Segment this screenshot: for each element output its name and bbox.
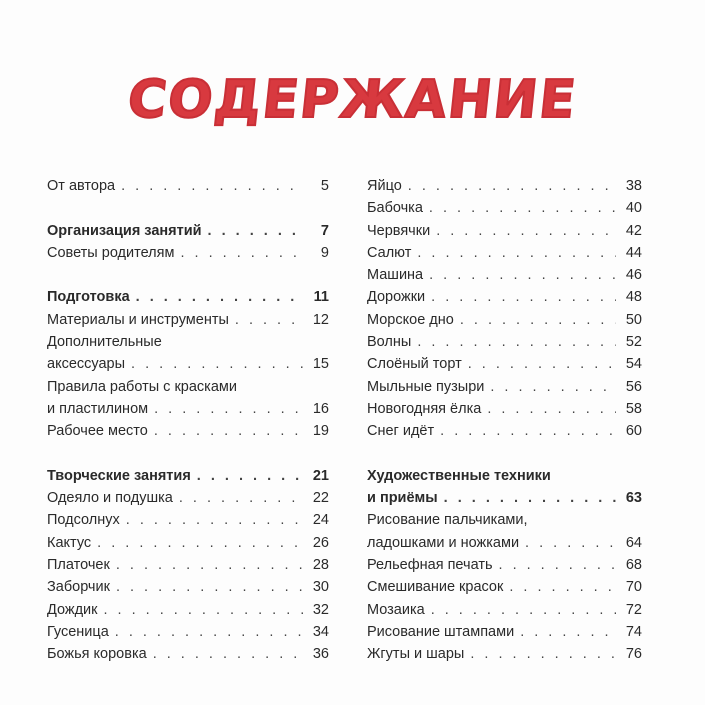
toc-line: [367, 621, 642, 643]
toc-line: [47, 643, 329, 665]
dot-leader: [131, 353, 303, 375]
toc-entry-title: Морское дно: [367, 311, 454, 328]
toc-entry: [367, 509, 642, 554]
toc-line: [47, 286, 329, 308]
toc-entry: [367, 264, 642, 286]
dot-leader: [431, 599, 616, 621]
toc-page-number: 54: [625, 356, 642, 373]
section-gap: [367, 443, 642, 465]
toc-section-entry: [47, 286, 329, 308]
toc-entry-title: Дополнительные: [47, 334, 162, 351]
dot-leader: [509, 576, 616, 598]
toc-page-number: 60: [625, 423, 642, 440]
toc-line: [367, 532, 642, 554]
toc-line: [367, 487, 642, 509]
toc-entry-title: Правила работы с красками: [47, 378, 237, 395]
toc-line: [47, 554, 329, 576]
toc-line: [47, 621, 329, 643]
dot-leader: [429, 264, 616, 286]
toc-entry-title: аксессуары: [47, 356, 126, 373]
toc-entry-title: Мозаика: [367, 601, 425, 618]
toc-section-entry: [47, 220, 329, 242]
dot-leader: [429, 197, 616, 219]
toc-entry: [367, 220, 642, 242]
toc-line: [47, 242, 329, 264]
toc-entry: [367, 621, 642, 643]
page-title: СОДЕРЖАНИЕ: [124, 70, 581, 130]
toc-page-number: 26: [312, 534, 329, 551]
toc-line: [367, 331, 642, 353]
toc-entry: [367, 420, 642, 442]
dot-leader: [490, 376, 616, 398]
toc-entry: [47, 420, 329, 442]
toc-entry-title: Гусеница: [47, 623, 109, 640]
dot-leader: [235, 309, 303, 331]
toc-page-number: 19: [312, 423, 329, 440]
toc-entry: [47, 487, 329, 509]
dot-leader: [154, 420, 303, 442]
toc-page-number: 7: [320, 222, 329, 239]
toc-page-number: 16: [312, 400, 329, 417]
toc-line: [367, 643, 642, 665]
dot-leader: [197, 465, 303, 487]
toc-entry-title: Кактус: [47, 534, 92, 551]
toc-line: [47, 532, 329, 554]
toc-page-number: 64: [625, 534, 642, 551]
dot-leader: [487, 398, 616, 420]
toc-entry: [47, 509, 329, 531]
toc-entry-title: Платочек: [47, 557, 110, 574]
dot-leader: [408, 175, 616, 197]
toc-line: [47, 465, 329, 487]
toc-page-number: 63: [625, 490, 642, 507]
toc-page-number: 24: [312, 512, 329, 529]
toc-page-number: 52: [625, 334, 642, 351]
toc-line: [367, 420, 642, 442]
toc-entry: [47, 599, 329, 621]
toc-page-number: 32: [312, 601, 329, 618]
toc-page-number: 70: [625, 579, 642, 596]
section-gap: [47, 197, 329, 219]
toc-line: [367, 554, 642, 576]
toc-line: [47, 487, 329, 509]
dot-leader: [417, 331, 616, 353]
toc-line: [367, 599, 642, 621]
toc-entry-title: Бабочка: [367, 200, 423, 217]
toc-line: [47, 599, 329, 621]
section-gap: [47, 264, 329, 286]
toc-line: [47, 420, 329, 442]
toc-line: [47, 309, 329, 331]
toc-entry: [367, 286, 642, 308]
toc-entry-title: Яйцо: [367, 178, 402, 194]
toc-page-number: 42: [625, 222, 642, 239]
dot-leader: [525, 532, 616, 554]
toc-line: [367, 197, 642, 219]
toc-entry: [367, 331, 642, 353]
dot-leader: [121, 175, 303, 197]
toc-entry-title: Божья коровка: [47, 646, 147, 663]
dot-leader: [97, 532, 303, 554]
toc-entry-title: ладошками и ножками: [367, 534, 520, 551]
toc-entry: [47, 643, 329, 665]
toc-line: [367, 576, 642, 598]
toc-entry: [47, 532, 329, 554]
toc-line: [47, 509, 329, 531]
toc-entry-title: Салют: [367, 244, 412, 261]
toc-section-entry: [47, 465, 329, 487]
toc-page-number: 11: [313, 289, 329, 306]
toc-entry: [47, 331, 329, 376]
dot-leader: [116, 576, 303, 598]
toc-entry: [367, 175, 642, 197]
toc-entry-title: Творческие занятия: [47, 467, 191, 484]
toc-section-entry: [367, 465, 642, 510]
toc-page-number: 34: [312, 623, 329, 640]
toc-page-number: 28: [312, 557, 329, 574]
toc-entry-title: Мыльные пузыри: [367, 378, 485, 395]
dot-leader: [179, 487, 303, 509]
toc-page-number: 44: [625, 244, 642, 261]
toc-line: [367, 398, 642, 420]
toc-entry-title: и пластилином: [47, 400, 149, 417]
toc-line: [367, 309, 642, 331]
toc-page-number: 76: [625, 646, 642, 663]
toc-entry: [47, 621, 329, 643]
toc-page-number: 72: [625, 601, 642, 618]
toc-entry: [367, 554, 642, 576]
toc-line: [367, 353, 642, 375]
dot-leader: [115, 621, 303, 643]
toc-line: [47, 220, 329, 242]
toc-line: [367, 286, 642, 308]
dot-leader: [440, 420, 616, 442]
toc-entry-title: Подсолнух: [47, 512, 120, 529]
toc-line: [367, 220, 642, 242]
toc-left-column: [47, 175, 329, 666]
toc-entry: [47, 554, 329, 576]
toc-page-number: 9: [320, 244, 329, 261]
section-gap: [47, 443, 329, 465]
toc-line: [47, 331, 329, 353]
dot-leader: [436, 220, 616, 242]
toc-entry-title: Машина: [367, 267, 424, 284]
toc-line: [367, 376, 642, 398]
toc-entry: [367, 242, 642, 264]
toc-entry-title: Снег идёт: [367, 423, 435, 440]
toc-page-number: 21: [312, 467, 329, 484]
toc-line: [367, 465, 642, 487]
toc-page-number: 40: [625, 200, 642, 217]
toc-line: [47, 175, 329, 197]
toc-line: [47, 353, 329, 375]
dot-leader: [460, 309, 616, 331]
toc-page-number: 30: [312, 579, 329, 596]
dot-leader: [499, 554, 616, 576]
toc-entry: [47, 309, 329, 331]
toc-page-number: 74: [625, 623, 642, 640]
toc-page-number: 5: [320, 178, 329, 194]
toc-entry-title: Художественные техники: [367, 467, 551, 484]
toc-page-number: 68: [625, 557, 642, 574]
dot-leader: [444, 487, 616, 509]
toc-entry-title: Рельефная печать: [367, 557, 493, 574]
toc-right-column: [367, 175, 642, 666]
toc-line: [367, 175, 642, 197]
toc-line: [47, 376, 329, 398]
toc-line: [47, 398, 329, 420]
toc-line: [367, 242, 642, 264]
dot-leader: [154, 398, 303, 420]
toc-entry-title: Рисование штампами: [367, 623, 515, 640]
toc-entry: [47, 376, 329, 421]
toc-page-number: 46: [625, 267, 642, 284]
toc-entry-title: От автора: [47, 178, 116, 194]
toc-entry-title: Слоёный торт: [367, 356, 462, 373]
toc-entry-title: Новогодняя ёлка: [367, 400, 482, 417]
toc-page-number: 48: [625, 289, 642, 306]
toc-entry: [47, 242, 329, 264]
toc-page-number: 22: [312, 490, 329, 507]
toc-entry-title: Червячки: [367, 222, 431, 239]
toc-page-number: 12: [312, 311, 329, 328]
toc-entry: [367, 353, 642, 375]
toc-entry: [367, 643, 642, 665]
dot-leader: [136, 286, 303, 308]
toc-page-number: 50: [625, 311, 642, 328]
toc-line: [367, 264, 642, 286]
toc-entry-title: Рисование пальчиками,: [367, 512, 528, 529]
toc-entry: [367, 197, 642, 219]
toc-entry-title: Рабочее место: [47, 423, 148, 440]
toc-entry: [367, 398, 642, 420]
toc-entry: [367, 309, 642, 331]
toc-entry-title: Одеяло и подушка: [47, 490, 173, 507]
dot-leader: [468, 353, 616, 375]
dot-leader: [470, 643, 616, 665]
toc-entry-title: и приёмы: [367, 490, 438, 507]
toc-entry-title: Заборчик: [47, 579, 110, 596]
toc-entry-title: Советы родителям: [47, 244, 175, 261]
dot-leader: [126, 509, 303, 531]
toc-entry-title: Смешивание красок: [367, 579, 504, 596]
toc-entry: [367, 599, 642, 621]
toc-entry-title: Волны: [367, 334, 412, 351]
toc-entry-title: Подготовка: [47, 289, 130, 306]
toc-entry: [47, 576, 329, 598]
toc-line: [47, 576, 329, 598]
dot-leader: [431, 286, 616, 308]
dot-leader: [104, 599, 304, 621]
toc-page-number: 15: [312, 356, 329, 373]
toc-entry: [367, 576, 642, 598]
dot-leader: [116, 554, 303, 576]
toc-page-number: 56: [625, 378, 642, 395]
toc-entry-title: Жгуты и шары: [367, 646, 465, 663]
toc-entry-title: Организация занятий: [47, 222, 202, 239]
dot-leader: [208, 220, 303, 242]
toc-page-number: 58: [625, 400, 642, 417]
toc-entry: [367, 376, 642, 398]
toc-entry-title: Материалы и инструменты: [47, 311, 229, 328]
toc-entry-title: Дорожки: [367, 289, 426, 306]
toc-page-number: 36: [312, 646, 329, 663]
dot-leader: [180, 242, 303, 264]
dot-leader: [153, 643, 303, 665]
dot-leader: [520, 621, 616, 643]
toc-entry-title: Дождик: [47, 601, 98, 618]
dot-leader: [417, 242, 616, 264]
toc-line: [367, 509, 642, 531]
toc-entry: [47, 175, 329, 197]
toc-page-number: 38: [625, 178, 642, 194]
